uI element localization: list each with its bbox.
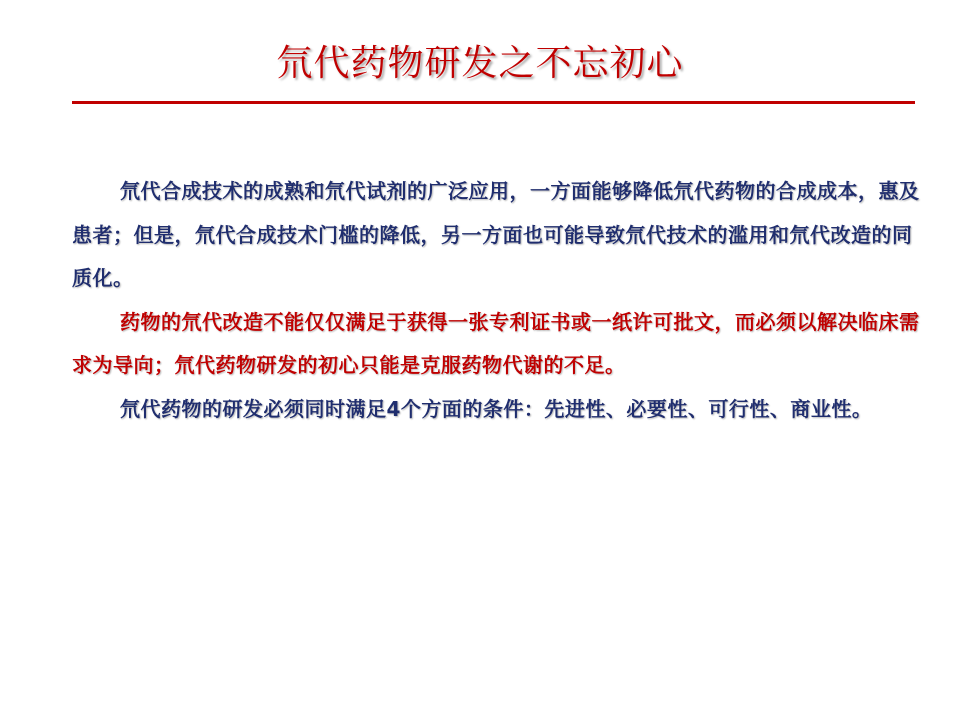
paragraph-four-conditions: 氘代药物的研发必须同时满足4个方面的条件：先进性、必要性、可行性、商业性。 — [120, 396, 873, 421]
slide-body — [72, 170, 920, 431]
title-underline — [72, 101, 915, 104]
paragraph-original-intention: 药物的氘代改造不能仅仅满足于获得一张专利证书或一纸许可批文，而必须以解决临床需求为导向；氘代药物研发的初心只能是克服药物代谢的不足。 — [72, 309, 920, 377]
paragraph-deuteration-technology: 氘代合成技术的成熟和氘代试剂的广泛应用，一方面能够降低氘代药物的合成成本，惠及患者；但是，氘代合成技术门槛的降低，另一方面也可能导致氘代技术的滥用和氘代改造的同质化。 — [72, 179, 920, 290]
slide-title: 氘代药物研发之不忘初心 — [276, 43, 684, 84]
